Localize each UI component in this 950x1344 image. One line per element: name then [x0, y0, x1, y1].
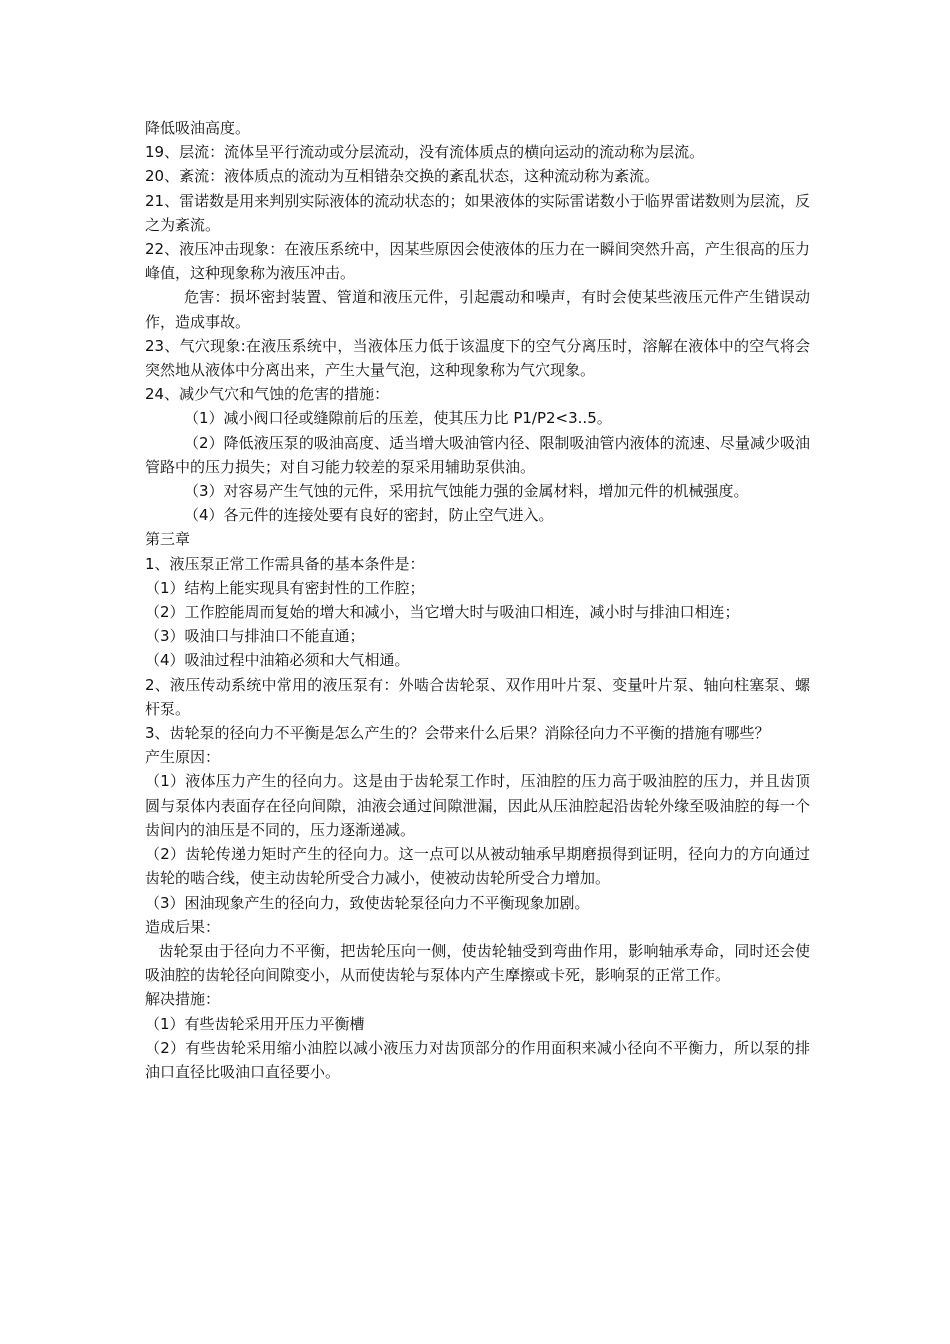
- paragraph-0: 降低吸油高度。: [145, 119, 251, 137]
- paragraph-15: （2）工作腔能周而复始的增大和减小，当它增大时与吸油口相连，减小时与排油口相连；: [145, 603, 740, 622]
- paragraph-17: （4）吸油过程中油箱必须和大气相通。: [145, 651, 410, 670]
- paragraph-14: （1）结构上能实现具有密封性的工作腔；: [145, 578, 425, 597]
- paragraph-20: 产生原因：: [145, 748, 221, 767]
- paragraph-9: （2）降低液压泵的吸油高度、适当增大吸油管内径、限制吸油管内液体的流速、尽量减少吸油管路中的压力损失；对自习能力较差的泵采用辅助泵供油。: [145, 433, 810, 476]
- paragraph-28: （2）有些齿轮采用缩小油腔以减小液压力对齿顶部分的作用面积来减小径向不平衡力，所以泵的排油口直径比吸油口直径要小。: [145, 1038, 810, 1081]
- paragraph-21: （1）液体压力产生的径向力。这是由于齿轮泵工作时，压油腔的压力高于吸油腔的压力，并且齿顶圆与泵体内表面存在径向间隙，油液会通过间隙泄漏，因此从压油腔起沿齿轮外缘至吸油腔的每一个齿间内的油压是不同的，压力逐渐递减。: [145, 772, 810, 839]
- paragraph-23: （3）困油现象产生的径向力，致使齿轮泵径向力不平衡现象加剧。: [145, 893, 590, 912]
- paragraph-11: （4）各元件的连接处要有良好的密封，防止空气进入。: [184, 506, 554, 525]
- paragraph-13: 1、液压泵正常工作需具备的基本条件是：: [145, 554, 425, 573]
- paragraph-6: 23、气穴现象:在液压系统中，当液体压力低于该温度下的空气分离压时，溶解在液体中的空气将会突然地从液体中分离出来，产生大量气泡，这种现象称为气穴现象。: [145, 336, 810, 380]
- paragraph-3: 21、雷诺数是用来判别实际液体的流动状态的；如果液体的实际雷诺数小于临界雷诺数则为层流，反之为紊流。: [145, 191, 810, 234]
- paragraph-26: 解决措施：: [145, 990, 221, 1009]
- paragraph-5: 危害：损坏密封装置、管道和液压元件，引起震动和噪声，有时会使某些液压元件产生错误动作，造成事故。: [145, 288, 810, 331]
- paragraph-4: 22、液压冲击现象：在液压系统中，因某些原因会使液体的压力在一瞬间突然升高，产生很高的压力峰值，这种现象称为液压冲击。: [145, 240, 810, 283]
- paragraph-2: 20、紊流：液体质点的流动为互相错杂交换的紊乱状态，这种流动称为紊流。: [145, 167, 660, 186]
- paragraph-19: 3、齿轮泵的径向力不平衡是怎么产生的？会带来什么后果？消除径向力不平衡的措施有哪些？: [145, 724, 770, 743]
- paragraph-25: 齿轮泵由于径向力不平衡，把齿轮压向一侧，使齿轮轴受到弯曲作用，影响轴承寿命，同时还会使吸油腔的齿轮径向间隙变小，从而使齿轮与泵体内产生摩擦或卡死，影响泵的正常工作。: [145, 941, 810, 985]
- paragraph-24: 造成后果：: [145, 917, 221, 936]
- chapter-heading: 第三章: [145, 530, 191, 549]
- paragraph-18: 2、液压传动系统中常用的液压泵有：外啮合齿轮泵、双作用叶片泵、变量叶片泵、轴向柱塞泵、螺杆泵。: [145, 675, 810, 718]
- paragraph-22: （2）齿轮传递力矩时产生的径向力。这一点可以从被动轴承早期磨损得到证明，径向力的方向通过齿轮的啮合线，使主动齿轮所受合力减小，使被动齿轮所受合力增加。: [145, 845, 810, 888]
- paragraph-7: 24、减少气穴和气蚀的危害的措施：: [145, 385, 390, 404]
- paragraph-8: （1）减小阀口径或缝隙前后的压差，使其压力比 P1/P2<3..5。: [184, 409, 612, 428]
- document-page: [145, 116, 810, 1084]
- paragraph-27: （1）有些齿轮采用开压力平衡槽: [145, 1014, 365, 1033]
- paragraph-1: 19、层流：流体呈平行流动或分层流动，没有流体质点的横向运动的流动称为层流。: [145, 143, 705, 162]
- paragraph-10: （3）对容易产生气蚀的元件，采用抗气蚀能力强的金属材料，增加元件的机械强度。: [184, 482, 749, 501]
- paragraph-16: （3）吸油口与排油口不能直通；: [145, 627, 365, 646]
